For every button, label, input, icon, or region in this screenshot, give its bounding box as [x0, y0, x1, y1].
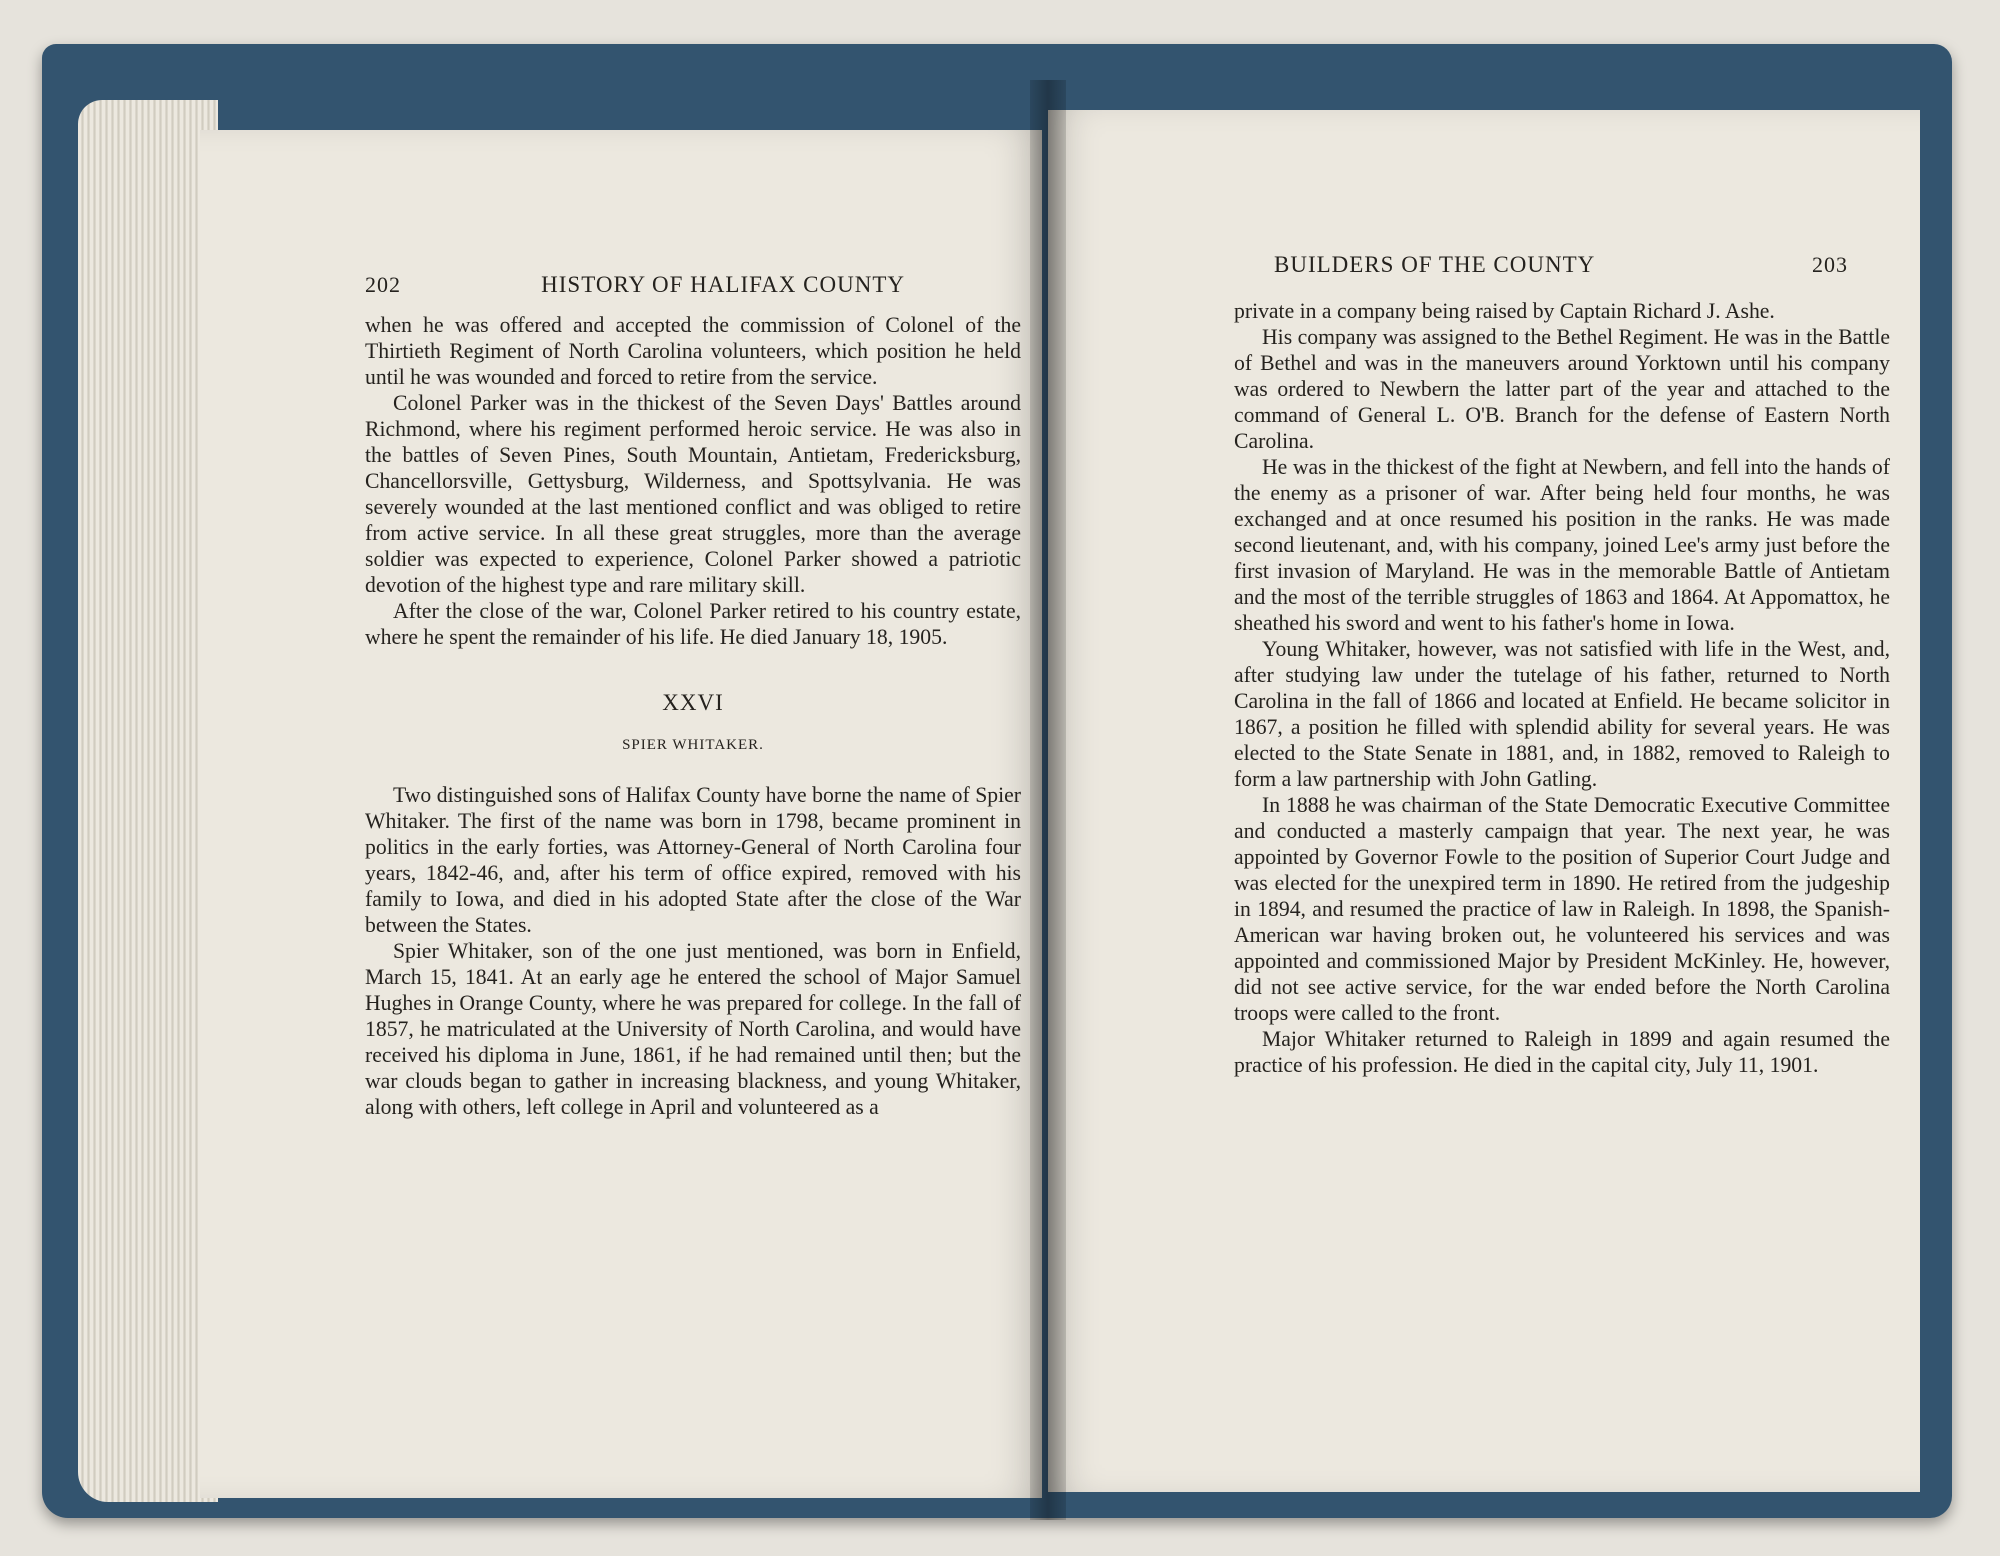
right-page: [1048, 110, 1920, 1492]
right-running-head: [1224, 252, 1848, 278]
paragraph: Colonel Parker was in the thickest of the Seven Days' Battles around Richmond, where his regiment performed heroic service. He was also in the battles of Seven Pines, South Mountain, Antietam, Fredericksburg, Chancellorsville, Gettysburg, Wilderness, and Spottsylvania. He was severely wounded at the last mentioned conflict and was obliged to retire from active service. In all these great struggles, more than the average soldier was expected to experience, Colonel Parker showed a patriotic devotion of the highest type and rare military skill.: [365, 391, 1021, 597]
left-running-head: [365, 272, 1005, 298]
left-page: [200, 130, 1042, 1498]
paragraph: when he was offered and accepted the commission of Colonel of the Thirtieth Regiment of North Carolina volunteers, which position he held until he was wounded and forced to retire from the service.: [365, 313, 1021, 389]
right-page-number: 203: [1812, 252, 1848, 277]
book-gutter: [1030, 80, 1066, 1520]
paragraph: private in a company being raised by Captain Richard J. Ashe.: [1234, 299, 1775, 323]
right-body-text: [1234, 298, 1890, 1078]
left-header-title: HISTORY OF HALIFAX COUNTY: [541, 272, 905, 297]
paragraph: In 1888 he was chairman of the State Democratic Executive Committee and conducted a masterly campaign that year. The next year, he was appointed by Governor Fowle to the position of Superior Court Judge and was elected for the unexpired term in 1890. He retired from the judgeship in 1894, and resumed the practice of law in Raleigh. In 1898, the Spanish-American war having broken out, he volunteered his services and was appointed and commissioned Major by President McKinley. He, however, did not see active service, for the war ended before the North Carolina troops were called to the front.: [1234, 793, 1890, 1025]
paragraph: Young Whitaker, however, was not satisfied with life in the West, and, after studying law under the tutelage of his father, returned to North Carolina in the fall of 1866 and located at Enfield. He became solicitor in 1867, a position he filled with splendid ability for several years. He was elected to the State Senate in 1881, and, in 1882, removed to Raleigh to form a law partnership with John Gatling.: [1234, 637, 1890, 791]
right-header-title: BUILDERS OF THE COUNTY: [1274, 252, 1596, 277]
paragraph: Spier Whitaker, son of the one just mentioned, was born in Enfield, March 15, 1841. At an early age he entered the school of Major Samuel Hughes in Orange County, where he was prepared for college. In the fall of 1857, he matriculated at the University of North Carolina, and would have received his diploma in June, 1861, if he had remained until then; but the war clouds began to gather in increasing blackness, and young Whitaker, along with others, left college in April and volunteered as a: [365, 939, 1021, 1119]
paragraph: Two distinguished sons of Halifax County have borne the name of Spier Whitaker. The first of the name was born in 1798, became prominent in politics in the early forties, was Attorney-General of North Carolina four years, 1842-46, and, after his term of office expired, removed with his family to Iowa, and died in his adopted State after the close of the War between the States.: [365, 783, 1021, 937]
left-body-text: [365, 312, 1021, 1120]
page-edges: [78, 100, 218, 1502]
chapter-title: SPIER WHITAKER.: [622, 737, 764, 753]
left-page-number: 202: [365, 272, 401, 297]
chapter-number: XXVI: [662, 690, 724, 715]
paragraph: Major Whitaker returned to Raleigh in 1899 and again resumed the practice of his profession. He died in the capital city, July 11, 1901.: [1234, 1027, 1890, 1077]
paragraph: He was in the thickest of the fight at Newbern, and fell into the hands of the enemy as a prisoner of war. After being held four months, he was exchanged and at once resumed his position in the ranks. He was made second lieutenant, and, with his company, joined Lee's army just before the first invasion of Maryland. He was in the memorable Battle of Antietam and the most of the terrible struggles of 1863 and 1864. At Appomattox, he sheathed his sword and went to his father's home in Iowa.: [1234, 455, 1890, 635]
paragraph: After the close of the war, Colonel Parker retired to his country estate, where he spent the remainder of his life. He died January 18, 1905.: [365, 599, 1021, 649]
paragraph: His company was assigned to the Bethel Regiment. He was in the Battle of Bethel and was in the maneuvers around Yorktown until his company was ordered to Newbern the latter part of the year and attached to the command of General L. O'B. Branch for the defense of Eastern North Carolina.: [1234, 325, 1890, 453]
